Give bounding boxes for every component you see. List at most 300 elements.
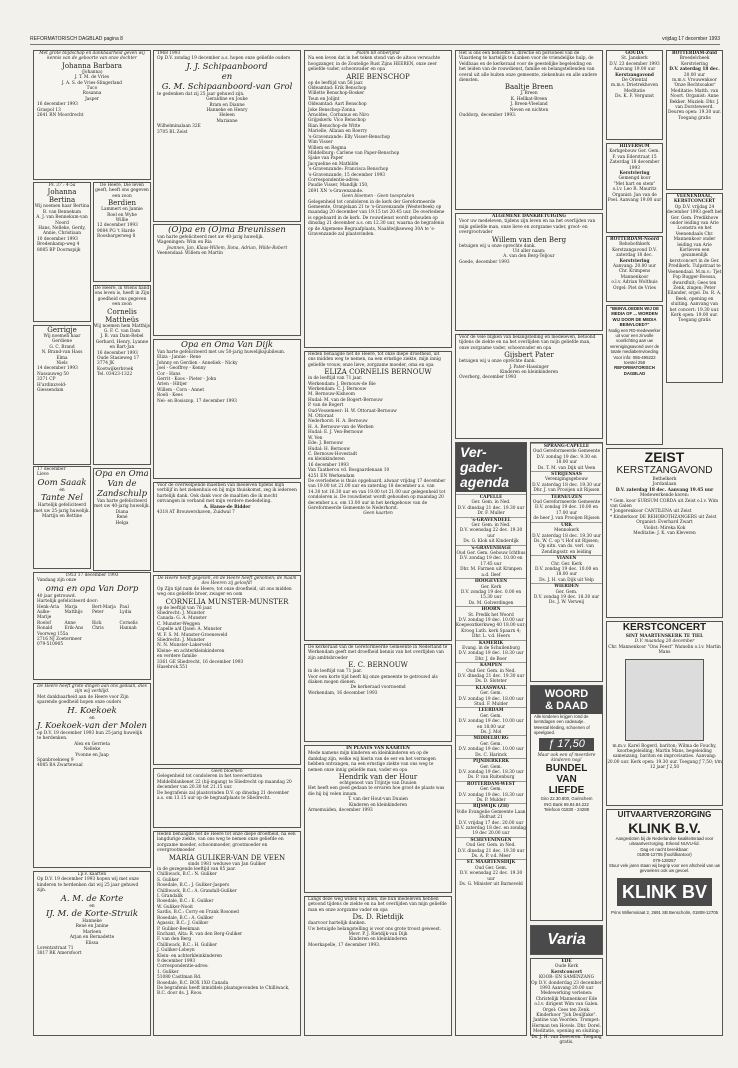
agenda-church: Oud Gereformeerde Gemeente — [532, 500, 601, 506]
ad-text: Stuur vele jaren staan wij begrip voor een afscheid van uw gevoelens ook uw gevoel. — [608, 863, 721, 874]
ad-years: 1968 1993 — [157, 51, 181, 56]
ad-text: Heden behaagde het de Heere, tot onze diepe droefheid, uit ons midden weg te nemen, na een ernstige ziekte, mijn innig geliefde vrouw, onze lieve, zorgzame moeder, oma en opa — [308, 352, 441, 368]
ad-name: Gijsbert Pater — [504, 351, 554, 360]
ad-address: Nassauweg 50 — [37, 371, 69, 377]
event-s: St. Janskerk — [621, 56, 648, 62]
ad-family-member: Roelof — [37, 620, 51, 626]
agenda-place: ROTTERDAM-WEST — [466, 781, 516, 787]
ad-text: Gelegenheid tot condoleren in de kerk der Gereformeerde Gemeente, Oranjelaan 21 te 's-Gravenzande (Westerbeek) op maandag 20 december van 19.15 tot 20.45 uur. De overledene is opgebaard in de kerk. De rouwdienst wordt gehouden op dinsdag 21 december a.s. om 12.30 uur, waarna de begrafenis op de Algemene Begraafplaats, Naaldwijkseweg 30A te 's-Gravenzande zal plaatsvinden. — [308, 199, 445, 237]
agenda-speaker: Ds. M. Golverdingen — [468, 600, 514, 606]
ad-address: 3705 BL Zeist — [157, 129, 188, 135]
event-x: Aanvang 19.00 uur — [613, 67, 656, 73]
agenda-date: D.V. zondag 19 dec. 10.00 uur — [458, 747, 524, 753]
ad-text: Op Zijn tijd nam de Heere, tot onze droefheid, uit ons midden weg ons geliefde broer, zwager en oom — [157, 586, 292, 598]
ad-family: W. Ven — [308, 435, 323, 441]
agenda-date: D.V. woensdag 22 dec. 19.30 uur — [459, 871, 523, 882]
ad-contact: Voor info: 055-495222 toestel 258 — [613, 354, 656, 366]
ad-family: en kleinkinderen — [308, 457, 345, 463]
agenda-place: WIERDEN — [554, 584, 579, 590]
choir-photo — [625, 659, 704, 741]
ad-date: D.V. maandag 20 december — [634, 639, 695, 645]
ad-child: Roeli - Kees — [157, 393, 183, 399]
wedding-ad-oom-saaak — [33, 466, 91, 569]
agenda-item — [456, 837, 526, 860]
agenda-item — [456, 735, 526, 758]
agenda-church: Ger. Kerk — [480, 584, 502, 590]
ad-address: Paudie Visser, Mandijk 150, — [308, 183, 369, 189]
ad-family: S. Guliker — [157, 877, 179, 883]
ad-parent: Hans, Nelleke, Gerdy, Annie, Christiaan — [38, 226, 86, 237]
ad-nick: (Johanna) — [81, 69, 103, 75]
ad-family: Arnoldes, Corbanus en Niro — [308, 113, 369, 119]
ad-address: 9084 PG 't Harde — [97, 228, 135, 234]
ad-name: Ds. D. Rietdijk — [352, 913, 404, 922]
ad-family: Rosedale, B.C.: J. Guliker-Jaspers — [157, 883, 230, 889]
ad-date: 10 december 1993 — [37, 236, 78, 242]
ad-family-member: Paul — [119, 604, 129, 610]
ad-name: J. Koekoek-van der Molen — [37, 721, 147, 732]
ad-child: Joel - Geoffrey - Kenny — [157, 366, 206, 372]
ad-family: Hudal: M. van de Bogert-Bernouw — [308, 397, 383, 403]
ad-text: Uw betuigde belangstelling is voor ons grote troost geweest. — [308, 926, 441, 932]
event-h: VEENENDAAL, KERSTCONCERT — [673, 194, 716, 205]
ad-family: N. N. Munster-Lakerveld — [157, 643, 212, 649]
birth-ad-johanna — [33, 50, 151, 180]
ad-text: Voor een korte tijd heeft hij onze gemeente te getrouwd als diaken mogen dienen. — [308, 674, 438, 686]
ad-name: Opa en Oma Van de — [95, 469, 149, 489]
death-ad-munster-info — [153, 768, 301, 828]
thanks-ad-kerkeraad — [304, 644, 452, 742]
ad-family: en verdere familie — [157, 654, 197, 660]
ad-family: P. van de Bogert — [308, 403, 344, 409]
ad-text: Dag en nacht bereikbaar: — [640, 846, 689, 852]
agenda-date: D.V. woensdag 22 dec. 19.30 uur — [459, 528, 523, 539]
ad-name: Hendrik van der Hour — [338, 773, 418, 782]
ad-address: 2716 NJ Zoetermeer — [37, 637, 82, 643]
ad-family: Chilliwack, B.C.: H. Guliker — [157, 942, 217, 948]
ad-text: De begrafenis zal plaatsvinden D.V. op dinsdag 21 december a.s. om 13.15 uur op de begraafplaats te Sliedrecht. — [157, 790, 290, 802]
agenda-title-line: Ver- — [460, 444, 487, 460]
ad-contact: Giro 22.30.800, Gorinchem — [540, 796, 593, 802]
agenda-church: St. Predik het Woord — [468, 612, 514, 618]
agenda-speaker: Ds. J. H. van Dijk uit Velp — [539, 577, 594, 583]
agenda-speaker: Dr. F. Muller — [477, 511, 505, 517]
ad-address: Prins Willemsiraat 2, 2691 SB Benscholm, 01808-12705 — [610, 909, 718, 915]
ad-name: H. Koekoek — [67, 705, 117, 716]
event-z: m.m.v. Drietrekhoven Meditatie — [611, 83, 658, 94]
ad-and: en — [59, 487, 65, 493]
agenda-item — [456, 707, 526, 735]
ad-and: en — [221, 71, 233, 82]
ad-family: 's-Gravenzande: Elly Visser-Benschop — [308, 134, 391, 140]
agenda-date: D.V. zondag 19 dec. 9.30 en 18.00 uur — [536, 454, 597, 466]
ad-text: Na een leven dat in het teken stond van de altoos verwachte hoogzanger, in de Zoutelige Rust Zijns HEEREN, onze zeer geliefde vader, schoonvader en opa — [308, 56, 441, 73]
ad-sign: J. Breen-Vleeland — [510, 102, 548, 108]
ad-name: E. C. BERNOUW — [348, 661, 408, 670]
agenda-place: RIJSWIJK (ZH) — [472, 804, 510, 810]
ad-date: 16 december 1993 — [308, 462, 349, 468]
agenda-place: SPRANG-CAPELLE — [543, 444, 590, 449]
ad-name: J. J. Schipaanboord — [186, 61, 268, 72]
ad-address: 3817 RK Amersfoort — [37, 951, 82, 957]
ad-names: Veenendaal: Willem en Martin — [157, 251, 223, 257]
ad-family: F. van den Berg — [157, 937, 192, 943]
ad-child: Gerrit - Koos - Pieter - John — [157, 377, 217, 383]
thanks-ad-van-den-berg — [455, 213, 603, 331]
ad-nick: Wij noemen haar Gerdiene — [43, 334, 81, 345]
ad-address: 1. Guliker — [157, 969, 179, 975]
agenda-place: KAMERIK — [478, 640, 504, 646]
agenda-speaker: Ds. T. M. van Dijk uit Veen — [537, 465, 596, 471]
ad-address: 2691 XN 's-Gravenzande. — [308, 188, 364, 194]
ad-family: Middelburg: Carlene van Paper-Benschop — [308, 150, 400, 156]
ad-name: Cornelis Mattheüs — [105, 307, 139, 324]
agenda-place: PIJNDERKERK — [472, 759, 510, 765]
event-k: Kerstconcert — [550, 969, 583, 975]
event-w: Ds. K. F. Vergunst — [615, 94, 654, 100]
agenda-item — [456, 494, 526, 517]
ad-address: 3371 CP — [37, 377, 56, 383]
ad-family: Grijpskerk: Vico Benschop — [308, 118, 366, 124]
ad-text: van harte gefeliciteerd met uw 40-jarig huwelijk. — [157, 235, 264, 240]
ad-address: 3774 JK — [97, 361, 115, 367]
ad-family: Klein- en achterkleinkinderen — [157, 953, 222, 959]
ad-thanks: Hartelijk gefeliciteerd door: — [37, 599, 99, 605]
ad-family: Enchant, Alta: R. van den Berg-Guliker — [157, 931, 243, 937]
agenda-item — [456, 578, 526, 606]
ad-sign: De kerkeraad voornoemd — [350, 685, 406, 691]
ad-sign: Mevr. P. J. Rietdijk-van Dijk — [348, 932, 408, 938]
ad-place: Bethelkerk — [652, 477, 677, 482]
ad-family: Hudal: E. J. Ven-Bernouw — [308, 430, 364, 436]
ad-family: Rosedale, B.C.: A. Guliker — [157, 915, 214, 921]
ad-family-member: Cornelis — [119, 620, 138, 626]
ad-sign: Kinderen en kleinkinderen — [348, 802, 408, 808]
event-y: De Oriental — [621, 78, 648, 84]
ad-names: Jeannes, Jan, Klaas-Willem, Ilona, Adrian, Wilde-Robert — [166, 245, 288, 251]
ad-address: Bredenkamp-weg 4 — [37, 242, 80, 248]
ad-name: G. M. Schipaanboord-van Grol — [161, 81, 293, 92]
ad-choir: * Jongerenkoor CANTILENA uit Zeist — [610, 509, 692, 515]
zeist-subtitle: KERSTZANGAVOND — [616, 465, 713, 476]
ad-sign: Uit aller naam: — [512, 249, 546, 255]
ad-place: Overberg, december 1993 — [459, 375, 517, 381]
ad-verse: De Heere heeft gegeven, en de Heere heeft genomen; de Naam des Heeren zij geloofd! — [157, 576, 297, 587]
ad-woord-en-daad — [530, 685, 603, 921]
ad-name: MARIA GULIKER-VAN DE VEEN — [168, 853, 286, 862]
agenda-item — [456, 545, 526, 578]
ad-date: 9 december 1993 — [157, 958, 196, 964]
vergader-agenda — [455, 442, 527, 1036]
wedding-ad-schipaanboord — [153, 50, 301, 222]
ad-name: Johanna Barbara — [62, 61, 122, 70]
ad-sign: A. Hanse-de Ridder — [203, 504, 251, 510]
ad-child: Hanneke en Henry — [206, 108, 248, 114]
ad-address: 3361 GE Sliedrecht, 16 december 1993 — [157, 659, 244, 665]
woord-logo — [531, 686, 602, 714]
agenda-item — [456, 685, 526, 708]
ad-address: H'ardinxveld-Giessendam — [37, 382, 67, 394]
ad-family: Chilliwack, B.C.: N. Guliker — [157, 872, 217, 878]
ad-family: Wim Visser — [308, 140, 333, 146]
agenda-date: D.V. zondag 19 dec. 18.30 uur — [458, 651, 524, 657]
event-w: o.l.v. Adrian Wolthuis Orgel: Piet de Vries — [611, 280, 658, 291]
agenda-date: D.V. zondag 19 dec. 10.00 uur en 18.00 uur — [458, 719, 524, 730]
agenda-item — [456, 517, 526, 545]
ad-nick: Wij noemen haar Bertina — [34, 204, 90, 210]
ad-child: Heleen — [219, 113, 235, 119]
agenda-date: D.V. zondag 19 dec. 18.30 uur — [458, 769, 524, 775]
ad-family-member: Ronald — [37, 626, 53, 632]
event-z: m.m.v. Vrouwenkoor 'Onze Rechtsoaker' — [672, 78, 717, 89]
ad-text: Van harte gefeliciteerd met uw 40-jarig huwelijk. — [94, 499, 150, 510]
thanks-ad-hanse — [153, 482, 301, 572]
ad-name: oma en opa Van Dorp — [45, 583, 139, 594]
event-d: Kerstzangavond D.V. zaterdag 18 dec. — [612, 247, 657, 259]
ad-date: 's-Gravenzande, 15 december 1993 — [308, 172, 386, 178]
ad-family: Werkendam: C. J. Bernouw — [308, 387, 367, 393]
ad-family: C. Munster-Weggen — [157, 621, 200, 627]
ad-name: ELIZA CORNELIS BERNOUW — [324, 368, 432, 377]
ad-child: Willem - Corn - Annet — [157, 387, 205, 393]
agenda-item — [456, 606, 526, 639]
ad-sign: Alex en Gerrieta — [74, 741, 110, 747]
agenda-speaker: Dhr. J. de Boer — [475, 656, 507, 662]
ad-family: Ede: J. Bernouw — [308, 441, 343, 447]
ad-address: Graspol 13 — [37, 107, 61, 113]
ad-and: en — [89, 715, 95, 721]
agenda-speaker: Dhr. J. van Prooijen uit Rijssen — [533, 488, 600, 494]
wedding-ad-koekoek — [33, 683, 151, 868]
ad-text: Alle kinderen krijgen rond de kerstdagen een cadeautje. Meestal kleding, schoenen of speelgoed. — [534, 714, 590, 736]
ad-address: Correspondentie-adres: — [157, 964, 209, 970]
event-s: Kerkgebouw Ger. Gem. F. van Ederstraat 15 — [609, 149, 660, 160]
event-h: GOUDA — [625, 51, 644, 56]
ad-date: Werkendam, 16 december 1993 — [308, 690, 378, 696]
agenda-church: Ger. Gem. — [480, 764, 502, 770]
agenda-place: KAMPEN — [479, 663, 503, 669]
ad-family-member: Lydia — [119, 610, 132, 616]
ad-sign: J. Pater-Hassinger — [509, 364, 549, 370]
ad-media — [606, 305, 663, 445]
ad-text: Mede namens mijn kinderen en kleinkinderen en op de dankdag zijn, welke wij hierin van de eer en het vermogen hebben ontvangen, na een ernstige ziekte van ons weg te nemen onze innig geliefde man, vader en opa — [308, 751, 436, 773]
agenda-speaker: de heer J. van Prooijen Rijssen — [533, 516, 600, 522]
ad-family: W. F. S. M. Munster-Groeneweld — [157, 632, 228, 638]
ad-sign: Kinderen en kleinkinderen — [499, 370, 559, 376]
ad-text: betuigen wij u onze oprechte dank. — [459, 359, 536, 365]
woord-logo-line: & DAAD — [545, 700, 588, 712]
ad-address: Oude Stasieweg 17 — [97, 356, 140, 362]
ad-header: IN PLAATS VAN KAARTEN — [346, 746, 410, 751]
ad-intro: Met dankbaarheid aan de Heere voor Zijn sparende goedheid hopen onze ouders — [37, 694, 129, 706]
event-y: 20.00 uur — [683, 72, 706, 78]
ad-place: Ouddorp, december 1993. — [459, 113, 517, 119]
event-k: D.V. zaterdag 18 dec. — [669, 67, 720, 73]
ad-age: in de leeftijd van 71 jaar. — [308, 669, 363, 675]
ad-sub: 40 jaar getrouwd. — [37, 593, 76, 599]
agenda-church: Ger. Gem. — [480, 691, 502, 697]
birth-ad-cornelis — [93, 285, 151, 465]
agenda-speaker: Ds. J. W. Verweij — [548, 600, 585, 606]
agenda-speaker: Ds. J. Mol — [480, 730, 502, 736]
ad-text: Het is ons een behoefte u, directie en personeel van de Vlaardeng te hartelijk te danken voor de vriendelijke hulp, de Veldbaas en de kerkeraad voor de geestelijke begeleiding en het leiden van de rouwdienst, familie en belangstellenden van overal uit alle buiten onze gemeente, ziekenhuis en alle andere diensten. — [459, 51, 598, 84]
agenda-date: D.V. zondag 19 dec. 0.00 en 15.30 uur — [460, 589, 522, 601]
ad-date: 16 december 1993 — [97, 350, 138, 356]
event-d: D.V. 23 december 1993 — [609, 61, 660, 67]
ad-performer: Organist: Everhard Zwart — [636, 520, 693, 526]
ad-family: Sardis, B.C.: Corry en Frank Rosoned — [157, 910, 239, 916]
agenda-church: Ger. Gem. — [480, 713, 502, 719]
ad-child: Hanneke — [82, 919, 102, 925]
ad-contact: ING Bank 69.84.84.222 — [544, 801, 589, 807]
thanks-ad-rietdijk — [304, 896, 452, 1036]
event-veenendaal — [666, 193, 723, 383]
ad-sub: echtgenoot van Trijntje van Duuien — [339, 781, 417, 787]
ad-name: Baaltje Breen — [504, 83, 554, 92]
ad-parent: Roel en Wybe — [107, 212, 137, 218]
ad-text: Voor uw medeleven, tijdens zijn leven en na het overlijden van mijn geliefde man, onze lieve en zorgzame vader, groot- en overgrootvader — [459, 219, 596, 236]
agenda-date: D.V. dinsdag 21 dec. 19.30 uur — [457, 505, 525, 511]
ad-address: Roosbargerweg 8 — [97, 234, 136, 240]
ad-sign: Helga — [115, 520, 129, 526]
ad-name: Johanna Bertina — [47, 188, 77, 205]
varia-logo: Varia — [547, 931, 586, 948]
agenda-date: D.V. dinsdag 21 dec. 19.30 uur — [457, 674, 525, 679]
ad-family: P. Guliker-Beekman — [157, 926, 200, 932]
ad-text: Langs deze weg willen wij allen, die hun medeleven hebben getoond tijdens de ziekte en na het overlijden van mijn geliefde man en onze zorgzame vader en opa — [308, 897, 447, 913]
ad-parent: Willie — [115, 218, 129, 224]
ad-date: 17 december — [37, 467, 66, 472]
death-ad-benschop — [304, 50, 452, 348]
birth-ad-berdien — [93, 182, 151, 282]
ad-address: Correspondentie-adres: — [308, 177, 360, 183]
birth-ad-johanna-bertina — [33, 182, 91, 322]
agenda-church: Oud Ger. Gem. — [474, 865, 508, 871]
event-rotterdam-zuid — [666, 50, 723, 190]
klink-name: KLINK B.V. — [628, 820, 701, 836]
ad-name: Berdien — [107, 199, 136, 208]
ad-child: Arjan en Bernadette — [69, 935, 115, 941]
ad-quote: "BEINVLOEDEN WIJ DE MEDIA OF ... WORDEN WIJ DOOR DE MEDIA BEINVLOED?" — [609, 306, 660, 328]
event-y: Aanvang: 20.00 uur — [612, 264, 656, 270]
ad-child: Elissa — [85, 940, 99, 946]
wedding-ad-van-dijk — [153, 339, 301, 479]
ad-header: Geen kaarten — [363, 511, 393, 517]
death-ad-bernouw — [304, 351, 452, 641]
agenda-item — [456, 859, 526, 887]
ad-sign: René — [116, 515, 128, 521]
ad-child: Cor - Hans — [157, 371, 181, 377]
ad-contact: Telefoon 01830 - 24288 — [543, 807, 590, 813]
death-ad-munster — [153, 575, 301, 765]
agenda-place: 's-GRAVENDEEL — [471, 517, 511, 523]
agenda-speaker: D.V. zaterdag 18 dec. en zondag 19 dec 20.00 uur — [456, 825, 526, 837]
agenda-church: Oud Ger. Gem. in Ned. — [466, 843, 516, 849]
event-w: Medewerking verlenen: Christelijk Mannenkoor Ede o.l.v. dirigent Wim van Galen. Orgel: Cees ten Zenk. Kinderkoor "Joh Deuljfake". Jantine van Voorden. Trompet: Herman ten Hovels. Dhr. Dorel. Meditatie, opening en sluiting: Ds. J. H. van Doeveren. Toegang gratis. — [531, 991, 602, 1046]
ad-name: (O)pa en (O)ma Breunissen — [168, 225, 286, 235]
ad-place: Armemuiden, december 1993 — [308, 808, 373, 814]
ad-text: Hartelijk gefeliciteerd met uw 25-jarig huwelijk. — [34, 503, 90, 514]
agenda-item — [456, 640, 526, 663]
ad-family-member: Rick — [92, 620, 102, 626]
event-h: HILVERSUM — [619, 144, 650, 149]
ad-date: 14 december 1993 — [37, 366, 78, 372]
thanks-ad-pater — [455, 334, 603, 439]
event-y: KOOR- EN SAMENZANG — [538, 975, 595, 981]
ad-name: Gerrigje — [47, 326, 77, 334]
ad-address: 4085 BA Zwartewaal — [37, 763, 83, 769]
ad-klink — [606, 809, 723, 1036]
agenda-church: Ger. Gem. — [480, 741, 502, 747]
agenda-speaker: Koepeoxtkerkweg 40 18.00 uur; Kroog Luth. kerk Spaarn 4; Dhr. L. v.d. Heers — [456, 623, 526, 640]
ad-text: Voor de overwelpende maeltien van meeleven tijdens mijn verblijf in het ziekenhuis en bij mijn thuiskomst, zeg ik iedereen hartelijk dank. Ook dank voor de maaltien die ik mocht ontvangen in verband met mijn verdere mededeling. — [157, 483, 297, 505]
ad-parent: N. Brand-van Hass — [41, 350, 83, 356]
bundel-title: VAN — [556, 774, 577, 786]
ad-address: Spanbroekweg 9 — [37, 758, 74, 764]
ad-family: Nederhorst: H. A. Bernouw — [308, 419, 368, 425]
agenda-place: HOORN — [481, 607, 501, 613]
ad-intro: Lieve — [37, 472, 49, 478]
ad-family: Oldeamtad: Erik Benschop — [308, 86, 367, 92]
event-d: Kerstviering — [681, 61, 708, 67]
agenda-church: Ger. Gem. in Ned. — [471, 523, 511, 529]
ad-text: Medewerkende koren: — [639, 493, 690, 499]
ad-family-member: Chris — [92, 626, 104, 632]
ad-family: Joke Benschop-Zonna — [308, 107, 356, 113]
ad-age: op de leeftijd van 58 jaar. — [308, 80, 364, 86]
ad-text: daarvoor hartelijk danken. — [308, 921, 367, 927]
ad-parent: J. T. M. de Vries — [74, 75, 110, 81]
ad-family-member: Hannah — [119, 626, 137, 632]
agenda-speaker: Ds. P. van Ruitenburg — [467, 775, 515, 781]
ad-text: betuigen wij u onze oprechte dank. — [459, 243, 536, 249]
ad-address: Rosedale, B.C. BOX 1XO Canada — [157, 980, 229, 986]
wedding-ad-de-korte — [33, 871, 151, 1036]
ad-header: i.p.v. kaarten — [77, 872, 107, 877]
event-hilversum — [606, 143, 663, 233]
agenda-item — [531, 522, 602, 555]
ad-org: REFORMATORISCH DAGBLAD — [614, 365, 655, 376]
ad-family: 's-Gravenzande: Francisca Benschop — [308, 167, 389, 173]
ad-header: Geen bloemen - Geen toespraken — [341, 194, 415, 200]
ad-intro: Met grote blijdschap en dankbaarheid geven wij kennis van de geboorte van onze dochter — [39, 51, 145, 62]
agenda-speaker: Ds. P. Mulder — [476, 797, 506, 803]
ad-date: D.V. zaterdag 18 dec. Aanvang 19.45 uur — [615, 487, 714, 493]
event-gouda — [606, 50, 663, 140]
death-ad-guliker — [153, 831, 301, 1036]
price-tag: ƒ 17,50 — [539, 738, 594, 751]
ad-address: Lorentzstraat 71 — [37, 946, 74, 952]
ad-parent: Jasper — [85, 96, 99, 102]
ad-address: Tel. 03423-1322 — [97, 372, 133, 378]
ad-name: A. M. de Korte — [60, 893, 124, 904]
ad-family-member: Marja — [64, 604, 78, 610]
ad-family: Kleine- en achterkleinkinderen — [157, 648, 225, 654]
ad-name: ARIE BENSCHOP — [346, 72, 410, 81]
agenda-church: Ger. Gem. in Ned. — [471, 500, 511, 506]
event-ede — [530, 958, 603, 1046]
ad-child: Arien - Hiltjer — [157, 382, 188, 388]
ad-intro: Vandaag zijn onze — [37, 578, 77, 584]
ad-parent: Niels — [56, 361, 68, 367]
ad-family: Teun en Jolijnt — [308, 96, 340, 102]
agenda-speaker: Ds. G. Minister uit Barneveld — [459, 882, 523, 888]
ad-intro: Van harte gefeliciteerd met uw 50-jarig huwelijksjubileum. — [157, 350, 286, 355]
ad-child: Marianne — [216, 118, 238, 124]
ad-address: 51080 Castlman Rd. — [157, 975, 202, 981]
ad-text: Heden behaagde het de Heere tot onze diepe droefheid, na een langdurige ziekte, van ons weg te nemen onze geliefde en zorgzame moeder, schoonmoeder, grootmoeder en overgrootmoeder — [157, 832, 296, 854]
agenda-speaker: Ds. C. Harinck — [475, 752, 507, 758]
